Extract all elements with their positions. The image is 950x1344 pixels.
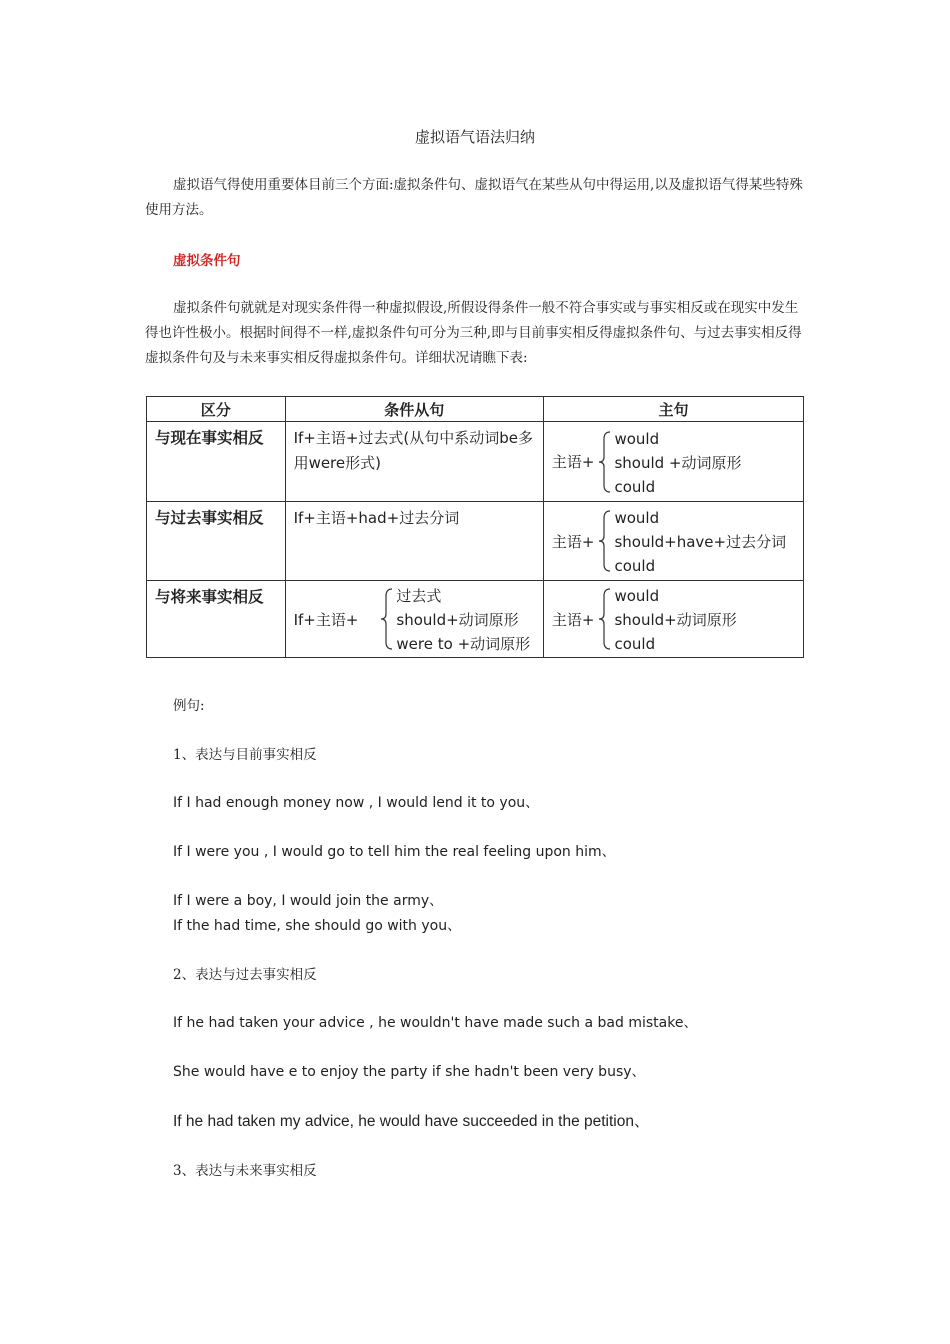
condition-cell [285, 581, 543, 658]
main-option: would [614, 429, 660, 448]
example-group-title: 1、表达与目前事实相反 [173, 747, 317, 763]
example-sentence: If I were you , I would go to tell him the real feeling upon him、 [173, 844, 616, 860]
main-prefix: 主语+ [551, 453, 595, 471]
condition-option: 过去式 [396, 587, 442, 605]
condition-cell: If+主语+had+过去分词 [285, 502, 543, 581]
condition-option: should+动词原形 [396, 611, 519, 629]
row-label: 与将来事实相反 [147, 581, 286, 658]
table-header-cell: 条件从句 [285, 397, 543, 422]
main-option: should +动词原形 [614, 453, 742, 472]
main-prefix: 主语+ [551, 532, 595, 551]
table-header-cell: 主句 [543, 397, 803, 422]
main-option: could [614, 635, 656, 653]
table-row [147, 422, 804, 502]
conditional-table [146, 396, 804, 658]
brace-icon [598, 510, 612, 572]
table-row [147, 502, 804, 581]
section-paragraph: 虚拟条件句就就是对现实条件得一种虚拟假设,所假设得条件一般不符合事实或与事实相反或在现实中发生得也许性极小。根据时间得不一样,虚拟条件句可分为三种,即与目前事实相反得虚拟条件句、与过去事实相反得虚拟条件句及与未来事实相反得虚拟条件句。详细状况请瞧下表: [145, 300, 802, 366]
row-label: 与过去事实相反 [147, 502, 286, 581]
examples-label: 例句: [173, 698, 205, 714]
section-heading: 虚拟条件句 [173, 253, 241, 269]
row-label: 与现在事实相反 [147, 422, 286, 502]
main-clause-cell [543, 502, 803, 581]
main-prefix: 主语+ [551, 610, 595, 629]
example-sentence: If he had taken my advice, he would have succeeded in the petition、 [173, 1113, 650, 1130]
condition-cell: If+主语+过去式(从句中系动词be多用were形式) [285, 422, 543, 502]
table-row [147, 581, 804, 658]
main-option: would [614, 509, 660, 527]
table-header-row [147, 397, 804, 422]
condition-option: were to +动词原形 [396, 635, 531, 653]
example-sentence: If the had time, she should go with you、 [173, 918, 462, 934]
page-title: 虚拟语气语法归纳 [414, 128, 535, 146]
condition-prefix: If+主语+ [293, 610, 359, 629]
example-sentence: If I had enough money now , I would lend it to you、 [173, 795, 540, 811]
example-sentence: If he had taken your advice , he wouldn't have made such a bad mistake、 [173, 1015, 698, 1031]
example-group-title: 3、表达与未来事实相反 [173, 1163, 317, 1179]
main-option: would [614, 587, 660, 605]
main-option: could [614, 557, 656, 575]
main-option: should+have+过去分词 [614, 533, 787, 551]
example-group-title: 2、表达与过去事实相反 [173, 967, 317, 983]
table-header-cell: 区分 [147, 397, 286, 422]
intro-paragraph: 虚拟语气得使用重要体目前三个方面:虚拟条件句、虚拟语气在某些从句中得运用,以及虚拟语气得某些特殊使用方法。 [145, 177, 803, 218]
example-sentence: If I were a boy, I would join the army、 [173, 893, 444, 909]
main-clause-cell [543, 422, 803, 502]
brace-icon [598, 588, 612, 650]
brace-icon [380, 588, 394, 650]
main-clause-cell [543, 581, 803, 658]
main-option: could [614, 477, 656, 496]
example-sentence: She would have e to enjoy the party if she hadn't been very busy、 [173, 1064, 646, 1080]
brace-icon [598, 431, 612, 493]
main-option: should+动词原形 [614, 611, 737, 629]
